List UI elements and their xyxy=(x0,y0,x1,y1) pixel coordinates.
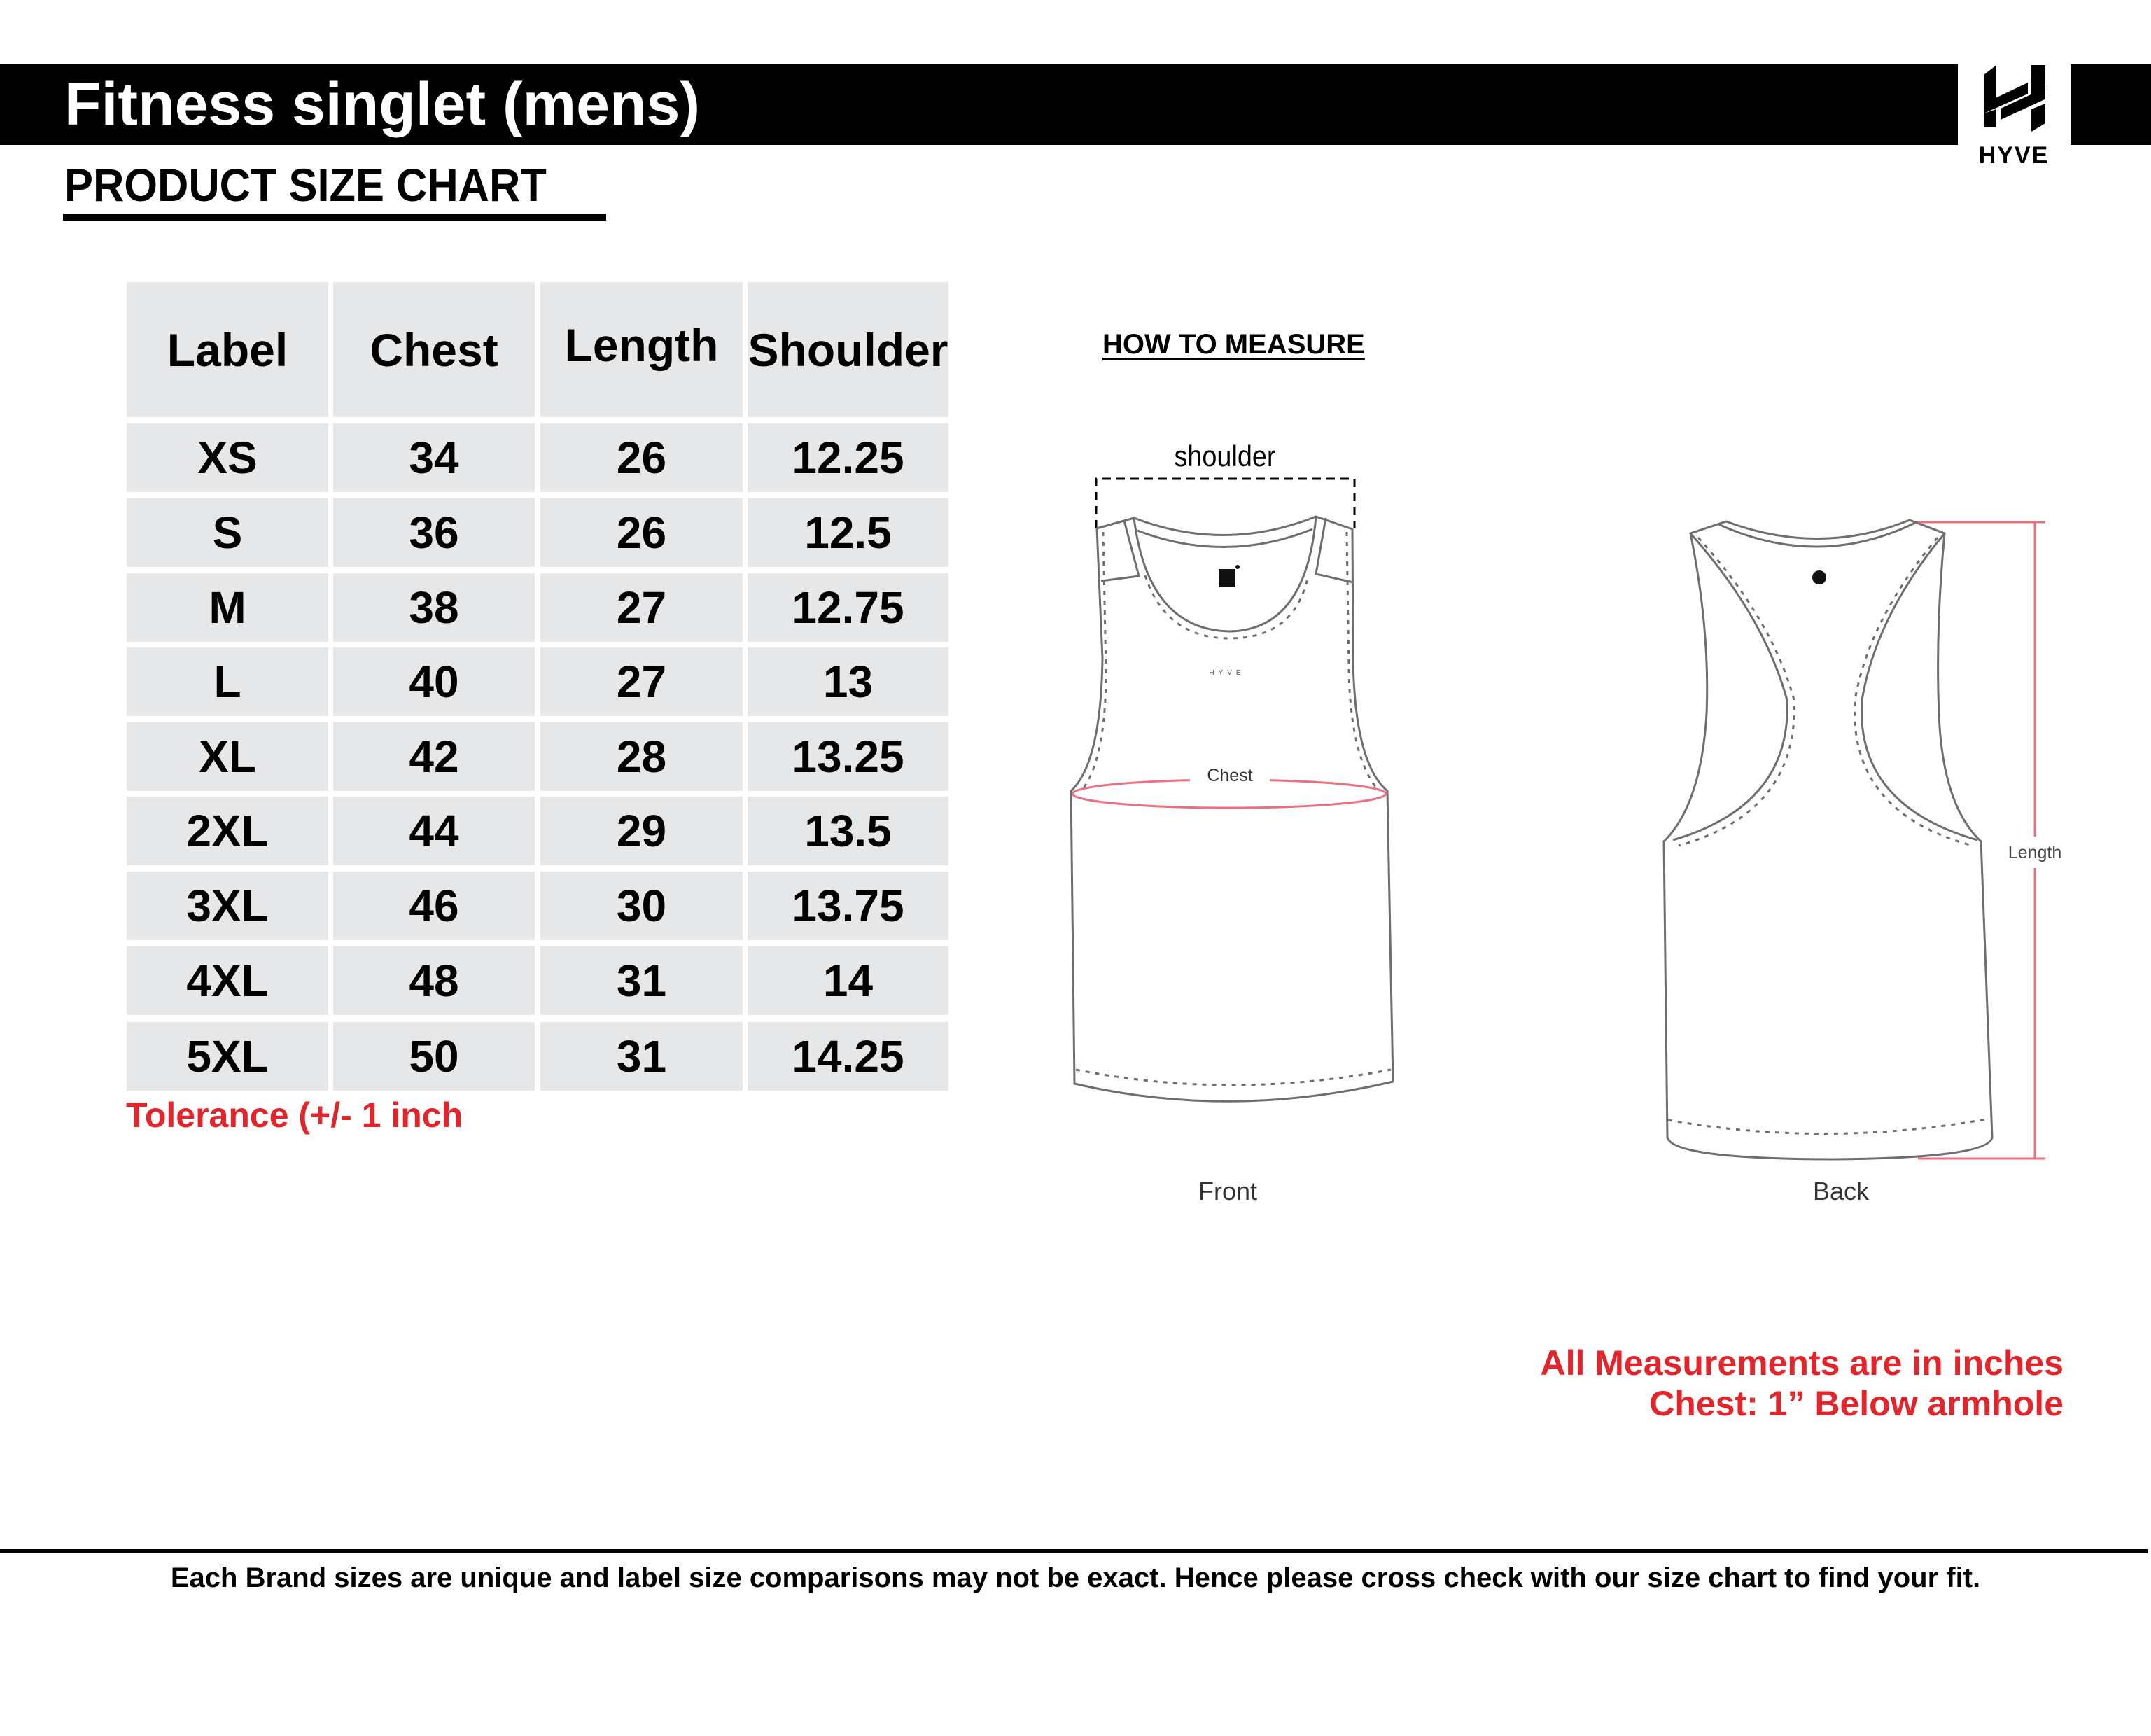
chest-value: 36 xyxy=(333,498,535,567)
chest-value: 38 xyxy=(333,573,535,642)
shoulder-value: 14 xyxy=(748,946,948,1015)
title-bar-right-segment xyxy=(2071,64,2151,145)
back-singlet-illustration xyxy=(1664,520,2045,1159)
tolerance-note: Tolerance (+/- 1 inch xyxy=(126,1096,463,1135)
column-header-chest: Chest xyxy=(333,282,535,417)
length-value: 26 xyxy=(540,498,743,567)
shoulder-value: 14.25 xyxy=(748,1022,948,1091)
chest-value: 44 xyxy=(333,797,535,865)
size-label: 3XL xyxy=(127,872,328,940)
garment-print-text: HYVE xyxy=(1209,669,1245,677)
chest-value: 40 xyxy=(333,648,535,716)
length-value: 31 xyxy=(540,1022,743,1091)
measurement-notes xyxy=(1540,1343,2064,1424)
chest-value: 34 xyxy=(333,424,535,492)
table-row xyxy=(127,573,948,642)
svg-text:HYVE: HYVE xyxy=(1978,142,2050,168)
front-singlet-illustration xyxy=(1071,479,1393,1101)
table-header-row xyxy=(127,282,948,417)
shoulder-value: 12.25 xyxy=(748,424,948,492)
length-value: 27 xyxy=(540,648,743,716)
chest-note: Chest: 1” Below armhole xyxy=(1649,1384,2064,1423)
column-header-label: Label xyxy=(127,282,328,417)
shoulder-value: 13.25 xyxy=(748,722,948,791)
chest-value: 48 xyxy=(333,946,535,1015)
section-title-underline xyxy=(63,214,606,220)
length-label: Length xyxy=(2008,843,2062,862)
neck-label-icon xyxy=(1219,569,1235,587)
footer-disclaimer: Each Brand sizes are unique and label size comparisons may not be exact. Hence please cross check with our size chart to find your fit. xyxy=(170,1562,1981,1593)
length-value: 28 xyxy=(540,722,743,791)
hyve-logo-icon xyxy=(1958,42,2071,168)
back-label: Back xyxy=(1812,1177,1870,1205)
brand-logo xyxy=(1958,42,2071,168)
column-header-shoulder: Shoulder xyxy=(748,282,948,417)
table-row xyxy=(127,424,948,492)
table-row xyxy=(127,498,948,567)
chest-value: 42 xyxy=(333,722,535,791)
units-note: All Measurements are in inches xyxy=(1540,1343,2064,1382)
length-value: 30 xyxy=(540,872,743,940)
size-label: M xyxy=(127,573,328,642)
shoulder-value: 12.75 xyxy=(748,573,948,642)
chest-value: 50 xyxy=(333,1022,535,1091)
table-row xyxy=(127,872,948,940)
length-value: 31 xyxy=(540,946,743,1015)
length-value: 29 xyxy=(540,797,743,865)
chest-label: Chest xyxy=(1207,766,1253,785)
back-logo-icon xyxy=(1812,570,1826,584)
table-row xyxy=(127,1022,948,1091)
table-row xyxy=(127,648,948,716)
size-label: S xyxy=(127,498,328,567)
chest-value: 46 xyxy=(333,872,535,940)
shoulder-value: 13.5 xyxy=(748,797,948,865)
shoulder-value: 13.75 xyxy=(748,872,948,940)
size-label: 5XL xyxy=(127,1022,328,1091)
section-title: PRODUCT SIZE CHART xyxy=(64,159,547,211)
how-to-measure-heading: HOW TO MEASURE xyxy=(1102,329,1365,360)
page-title: Fitness singlet (mens) xyxy=(64,71,700,138)
shoulder-label: shoulder xyxy=(1174,440,1276,473)
size-label: 2XL xyxy=(127,797,328,865)
length-value: 27 xyxy=(540,573,743,642)
front-label: Front xyxy=(1198,1177,1258,1205)
shoulder-value: 13 xyxy=(748,648,948,716)
size-label: XL xyxy=(127,722,328,791)
measurement-diagram xyxy=(1036,434,2100,1225)
table-row xyxy=(127,946,948,1015)
column-header-length: Length xyxy=(540,282,743,417)
table-row xyxy=(127,797,948,865)
size-label: L xyxy=(127,648,328,716)
size-label: 4XL xyxy=(127,946,328,1015)
size-label: XS xyxy=(127,424,328,492)
table-row xyxy=(127,722,948,791)
footer-divider xyxy=(0,1549,2148,1553)
shoulder-value: 12.5 xyxy=(748,498,948,567)
length-value: 26 xyxy=(540,424,743,492)
